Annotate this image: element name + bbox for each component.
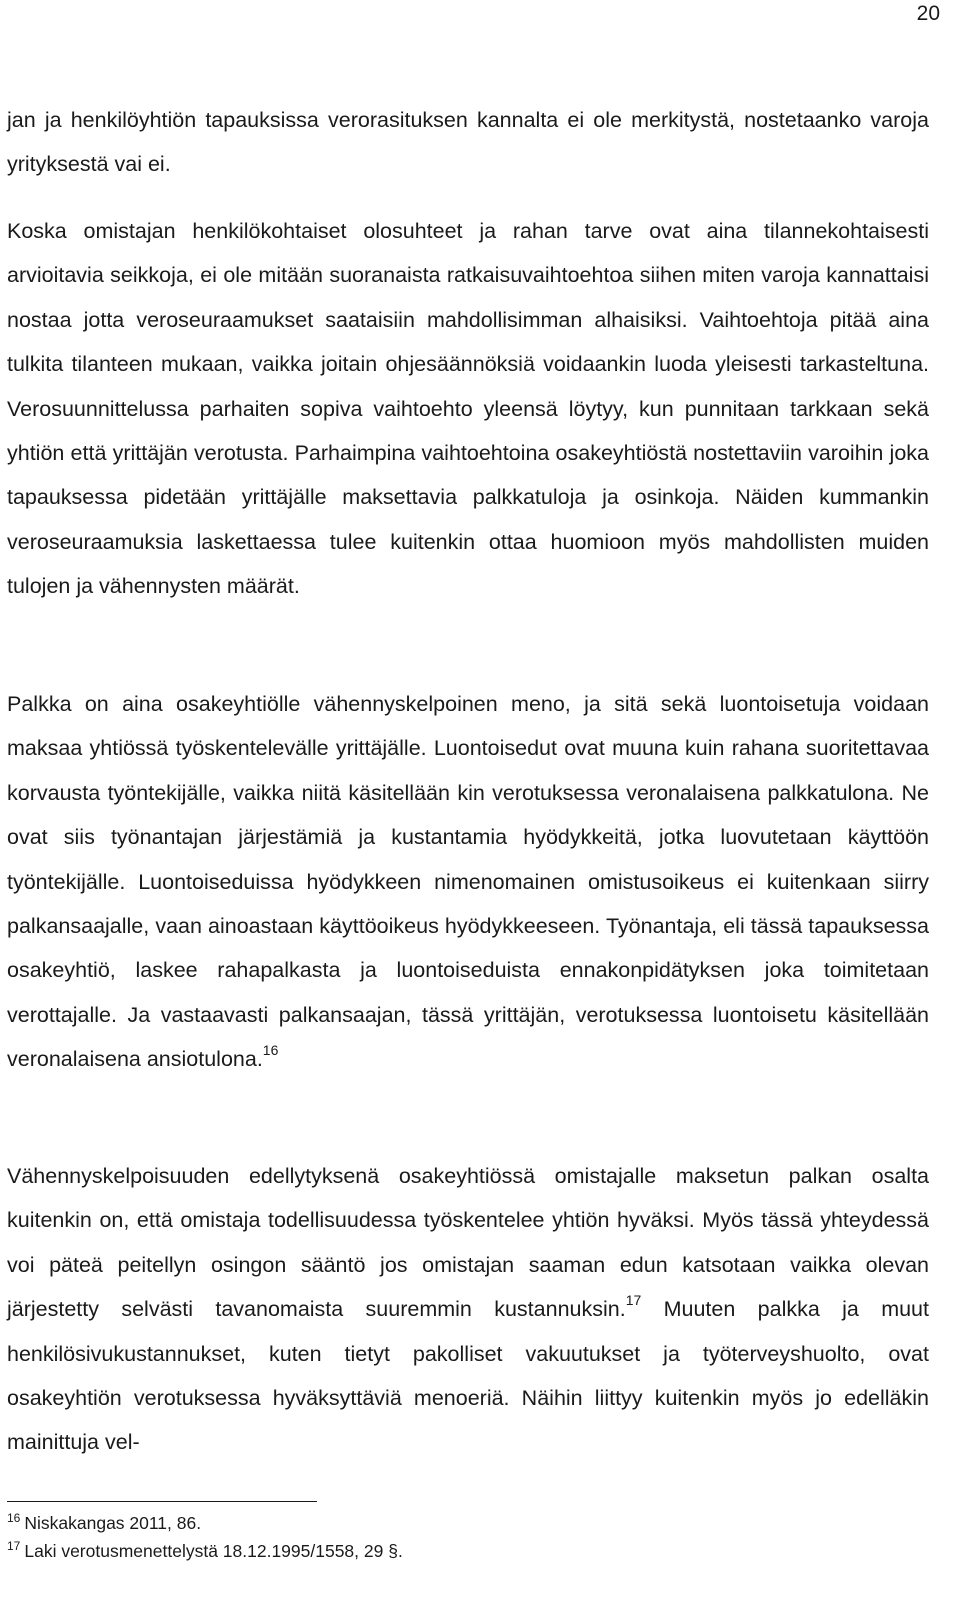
paragraph-tax-planning	[7, 209, 929, 609]
footnote-text: Laki verotusmenettelystä 18.12.1995/1558, 29 §.	[24, 1541, 403, 1561]
footnote-number: 16	[7, 1511, 21, 1525]
footnotes	[7, 1510, 929, 1566]
paragraph-text: Palkka on aina osakeyhtiölle vähennyskelpoinen meno, ja sitä sekä luontoisetuja voidaan maksaa yhtiössä työskentelevälle yrittäjälle. Luontoisedut ovat muuna kuin rahana suoritettavaa korvausta työntekijälle, vaikka niitä käsitellään kin verotuksessa veronalaisena palkkatulona. Ne ovat siis työnantajan järjestämiä ja kustantamia hyödykkeitä, jotka luovutetaan käyttöön työntekijälle. Luontoiseduissa hyödykkeen nimenomainen omistusoikeus ei kuitenkaan siirry palkansaajalle, vaan ainoastaan käyttöoikeus hyödykkeeseen. Työnantaja, eli tässä tapauksessa osakeyhtiö, laskee rahapalkasta ja luontoiseduista ennakonpidätyksen joka toimitetaan verottajalle. Ja vastaavasti palkansaajan, tässä yrittäjän, verotuksessa luontoisetu käsitellään veronalaisena ansiotulona.	[7, 692, 929, 1072]
paragraph-text: Koska omistajan henkilökohtaiset olosuhteet ja rahan tarve ovat aina tilannekohtaisesti arvioitavia seikkoja, ei ole mitään suoranaista ratkaisuvaihtoehtoa siihen miten varoja kannattaisi nostaa jotta veroseuraamukset saataisiin mahdollisimman alhaisiksi. Vaihtoehtoja pitää aina tulkita tilanteen mukaan, vaikka joitain ohjesäännöksiä voidaankin luoda yleisesti tarkasteltuna. Verosuunnittelussa parhaiten sopiva vaihtoehto yleensä löytyy, kun punnitaan tarkkaan sekä yhtiön että yrittäjän verotusta. Parhaimpina vaihtoehtoina osakeyhtiöstä nostettaviin varoihin joka tapauksessa pidetään yrittäjälle maksettavia palkkatuloja ja osinkoja. Näiden kummankin veroseuraamuksia laskettaessa tulee kuitenkin ottaa huomioon myös mahdollisten muiden tulojen ja vähennysten määrät.	[7, 219, 929, 599]
footnote-separator	[7, 1501, 317, 1502]
paragraph-salary-benefits	[7, 682, 929, 1082]
footnote-reference[interactable]: 17	[625, 1292, 642, 1309]
footnote-item	[7, 1510, 929, 1538]
paragraph-continuation	[7, 98, 929, 187]
paragraph-deductibility	[7, 1154, 929, 1465]
footnote-number: 17	[7, 1539, 21, 1553]
paragraph-text: jan ja henkilöyhtiön tapauksissa verorasituksen kannalta ei ole merkitystä, nostetaanko varoja yrityksestä vai ei.	[7, 108, 929, 177]
footnote-reference[interactable]: 16	[262, 1042, 279, 1059]
footnote-item	[7, 1538, 929, 1566]
footnote-text: Niskakangas 2011, 86.	[24, 1513, 202, 1533]
paragraph-text-continued: Muuten palkka ja muut henkilösivukustannukset, kuten tietyt pakolliset vakuutukset ja työterveyshuolto, ovat osakeyhtiön verotuksessa hyväksyttäviä menoeriä. Näihin liittyy kuitenkin myös jo edelläkin mainittuja vel-	[7, 1297, 929, 1455]
page-number: 20	[916, 2, 940, 25]
paragraph-text: Vähennyskelpoisuuden edellytyksenä osakeyhtiössä omistajalle maksetun palkan osalta kuitenkin on, että omistaja todellisuudessa työskentelee yhtiön hyväksi. Myös tässä yhteydessä voi päteä peitellyn osingon sääntö jos omistajan saaman edun katsotaan vaikka olevan järjestetty selvästi tavanomaista suuremmin kustannuksin.	[7, 1164, 929, 1322]
